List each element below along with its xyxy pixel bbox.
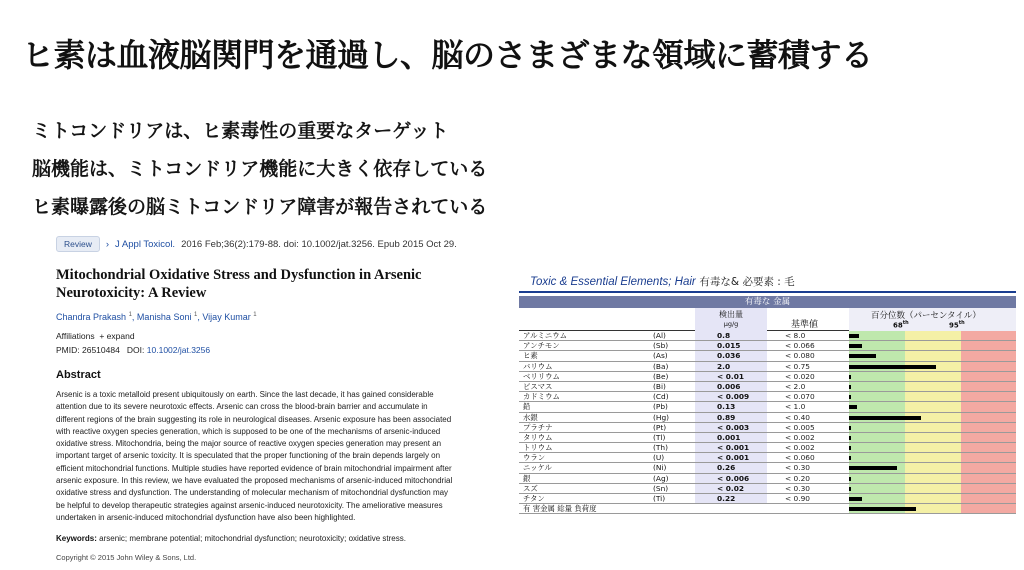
bullet-item: ヒ素曝露後の脳ミトコンドリア障害が報告されている <box>32 196 488 218</box>
element-name: チタン <box>523 494 545 503</box>
element-result: < 0.006 <box>695 474 767 483</box>
percentile-zone <box>961 331 1016 340</box>
percentile-zone <box>849 433 905 442</box>
percentile-zone <box>905 494 961 503</box>
percentile-zone <box>849 474 905 483</box>
percentile-zone <box>905 443 961 452</box>
author-link[interactable]: Vijay Kumar <box>202 312 251 322</box>
element-name: ニッケル <box>523 463 552 473</box>
table-row <box>519 463 1016 473</box>
percentile-cell <box>849 362 1016 371</box>
element-reference: < 0.75 <box>785 361 810 371</box>
element-symbol: (Sn) <box>653 483 669 493</box>
percentile-zone <box>849 402 905 411</box>
abstract-text: Arsenic is a toxic metalloid present ubiquitously on earth. Since the last decade, it has gained considerable attention due to its severe neurotoxic effects. Arsenic can cross the blood-brain barrier and accumulate in different regions of the brain suggesting its role in neurological diseases. Arsenic exposure has been associated with reactive oxygen species generation, which is supposed to be one of the mechanisms of arsenic-induced oxidative stress. Mitochondria, being the major source of reactive oxygen species generation may present an important target of arsenic toxicity. It is speculated that the proper functioning of the brain depends largely on efficient mitochondrial functions. Multiple studies have reported evidence of brain mitochondrial impairment after arsenic exposure. In this review, we have evaluated the proposed mechanisms of arsenic-induced mitochondrial oxidative stress and dysfunction. The understanding of molecular mechanism of mitochondrial dysfunction may be helpful to develop therapeutic strategies against arsenic-induced neurotoxicity. The ameliorative measures undertaken in arsenic-induced mitochondrial dysfunction have also been highlighted. <box>56 390 453 522</box>
percentile-zone <box>961 402 1016 411</box>
abstract-heading: Abstract <box>56 369 101 381</box>
citation-line <box>56 236 456 252</box>
percentile-zone <box>905 453 961 462</box>
paper-title: Mitochondrial Oxidative Stress and Dysfunction in Arsenic Neurotoxicity: A Review <box>56 267 422 301</box>
percentile-zone <box>905 392 961 401</box>
element-reference: < 2.0 <box>785 381 806 391</box>
element-name: アルミニウム <box>523 331 567 340</box>
percentile-cell <box>849 413 1016 422</box>
percentile-zone <box>961 392 1016 401</box>
element-name: ベリリウム <box>523 371 560 381</box>
pmid-row: PMID: 26510484 DOI: 10.1002/jat.3256 <box>56 345 211 355</box>
percentile-cell <box>849 402 1016 411</box>
chevron-right-icon: › <box>105 238 110 250</box>
percentile-cell <box>849 443 1016 452</box>
author-list: Chandra Prakash $^1$, Manisha Soni $^1$, Vijay Kumar $^1$ <box>56 312 257 322</box>
bullet-list <box>32 118 487 232</box>
element-reference: < 0.30 <box>785 463 810 473</box>
percentile-bar <box>849 395 851 399</box>
percentile-zone <box>905 341 961 350</box>
keywords-row: Keywords: arsenic; membrane potential; mitochondrial dysfunction; neurotoxicity; oxidative stress. <box>56 534 406 544</box>
author-link[interactable]: Manisha Soni <box>136 312 192 322</box>
element-reference: < 0.90 <box>785 494 810 503</box>
percentile-bar <box>849 416 921 420</box>
percentile-zone <box>849 453 905 462</box>
slide-title: ヒ素は血液脳関門を通過し、脳のさまざまな領域に蓄積する <box>22 36 873 74</box>
percentile-zone <box>849 484 905 493</box>
element-name: トリウム <box>523 443 553 453</box>
element-reference: < 0.080 <box>785 351 815 361</box>
author-link[interactable]: Chandra Prakash <box>56 312 127 322</box>
review-badge[interactable]: Review <box>56 236 100 252</box>
element-result: 0.26 <box>695 463 767 472</box>
element-result: 0.036 <box>695 351 767 360</box>
element-reference: < 0.060 <box>785 453 815 463</box>
element-symbol: (As) <box>653 351 668 361</box>
element-symbol: (Ni) <box>653 463 667 473</box>
element-name: スズ <box>523 483 538 493</box>
percentile-cell <box>849 331 1016 340</box>
element-reference: < 0.005 <box>785 422 815 432</box>
percentile-cell <box>849 382 1016 391</box>
element-name: ウラン <box>523 453 546 463</box>
percentile-bar <box>849 375 851 379</box>
element-name: バリウム <box>523 361 553 371</box>
element-result: 0.22 <box>695 494 767 503</box>
percentile-bar <box>849 497 862 501</box>
element-reference: < 0.40 <box>785 412 810 422</box>
element-name: 水銀 <box>523 412 538 422</box>
percentile-zone <box>961 423 1016 432</box>
element-symbol: (Hg) <box>653 412 670 422</box>
percentile-zone <box>905 423 961 432</box>
percentile-zone <box>905 433 961 442</box>
element-symbol: (Pb) <box>653 402 668 412</box>
element-name: プラチナ <box>523 422 553 432</box>
element-result: < 0.02 <box>695 484 767 493</box>
copyright: Copyright © 2015 John Wiley & Sons, Ltd. <box>56 553 197 563</box>
element-reference: < 1.0 <box>785 402 806 412</box>
hair-title-rule <box>519 291 1016 293</box>
element-name: カドミウム <box>523 392 560 402</box>
table-row <box>519 453 1016 463</box>
percentile-cell <box>849 341 1016 350</box>
percentile-zone <box>961 453 1016 462</box>
percentile-bar <box>849 405 857 409</box>
percentile-zone <box>961 372 1016 381</box>
percentile-bar <box>849 436 851 440</box>
element-reference: < 8.0 <box>785 331 806 340</box>
element-result: 2.0 <box>695 362 767 371</box>
percentile-bar <box>849 344 862 348</box>
element-symbol: (Sb) <box>653 341 669 351</box>
table-header <box>519 308 1016 331</box>
percentile-zone <box>905 463 961 472</box>
table-row <box>519 433 1016 443</box>
element-symbol: (U) <box>653 453 665 463</box>
element-reference: < 0.30 <box>785 483 810 493</box>
percentile-zone <box>849 392 905 401</box>
percentile-zone <box>905 484 961 493</box>
percentile-zone <box>849 423 905 432</box>
percentile-zone <box>961 382 1016 391</box>
expand-button[interactable]: + expand <box>99 331 135 341</box>
element-symbol: (Bi) <box>653 381 666 391</box>
pct95-label: 95th <box>949 320 965 330</box>
element-result: 0.001 <box>695 433 767 442</box>
hair-rows <box>519 331 1016 504</box>
element-symbol: (Ti) <box>653 494 666 503</box>
table-row <box>519 392 1016 402</box>
percentile-cell <box>849 372 1016 381</box>
keywords-text: arsenic; membrane potential; mitochondrial dysfunction; neurotoxicity; oxidative stress. <box>99 534 406 544</box>
percentile-zone <box>849 372 905 381</box>
percentile-bar <box>849 507 916 511</box>
percentile-cell <box>849 433 1016 442</box>
element-symbol: (Ag) <box>653 473 669 483</box>
percentile-bar <box>849 477 851 481</box>
table-row <box>519 423 1016 433</box>
percentile-bar <box>849 385 851 389</box>
percentile-zone <box>905 372 961 381</box>
doi-link[interactable]: 10.1002/jat.3256 <box>146 345 211 355</box>
table-row <box>519 402 1016 412</box>
percentile-bar <box>849 365 936 369</box>
element-reference: < 0.20 <box>785 473 810 483</box>
percentile-header: 百分位数（パーセンタイル） <box>871 311 981 321</box>
element-result: 0.89 <box>695 413 767 422</box>
element-reference: < 0.020 <box>785 371 815 381</box>
element-result: 0.13 <box>695 402 767 411</box>
element-name: アンチモン <box>523 341 560 351</box>
percentile-zone <box>905 331 961 340</box>
table-row <box>519 372 1016 382</box>
element-name: タリウム <box>523 432 553 442</box>
percentile-zone <box>961 341 1016 350</box>
percentile-bar <box>849 466 897 470</box>
element-reference: < 0.002 <box>785 432 815 442</box>
percentile-zone <box>905 382 961 391</box>
table-row <box>519 351 1016 361</box>
table-row <box>519 474 1016 484</box>
total-burden-label: 有 害金属 総量 負荷度 <box>523 504 597 514</box>
reference-header: 基準値 <box>791 320 819 330</box>
pmid-value: 26510484 <box>82 345 120 355</box>
percentile-zone <box>849 382 905 391</box>
percentile-bar <box>849 487 851 491</box>
element-result: 0.006 <box>695 382 767 391</box>
pct68-label: 68th <box>893 320 909 330</box>
section-header: 有毒な 金属 <box>519 296 1016 308</box>
total-burden-row <box>519 504 1016 514</box>
percentile-cell <box>849 392 1016 401</box>
element-symbol: (Al) <box>653 331 666 340</box>
percentile-zone <box>849 443 905 452</box>
percentile-zone <box>961 504 1016 513</box>
element-symbol: (Tl) <box>653 432 666 442</box>
percentile-cell <box>849 351 1016 360</box>
element-reference: < 0.070 <box>785 392 815 402</box>
percentile-zone <box>961 494 1016 503</box>
percentile-zone <box>961 413 1016 422</box>
element-symbol: (Th) <box>653 443 668 453</box>
percentile-zone <box>961 351 1016 360</box>
affiliations-row <box>56 331 456 341</box>
element-result: < 0.01 <box>695 372 767 381</box>
table-row <box>519 331 1016 341</box>
paper-abstract-panel <box>56 236 456 562</box>
element-result: < 0.003 <box>695 423 767 432</box>
element-name: 鉛 <box>523 402 531 412</box>
percentile-zone <box>961 463 1016 472</box>
percentile-cell <box>849 453 1016 462</box>
percentile-zone <box>961 443 1016 452</box>
table-row <box>519 382 1016 392</box>
percentile-cell <box>849 474 1016 483</box>
bullet-item: 脳機能は、ミトコンドリア機能に大きく依存している <box>32 158 488 180</box>
percentile-bar <box>849 334 859 338</box>
percentile-zone <box>905 402 961 411</box>
percentile-zone <box>905 351 961 360</box>
percentile-zone <box>961 484 1016 493</box>
table-row <box>519 443 1016 453</box>
element-symbol: (Cd) <box>653 392 669 402</box>
table-row <box>519 362 1016 372</box>
element-symbol: (Be) <box>653 371 669 381</box>
result-header: 検出量 <box>719 310 743 319</box>
percentile-bar <box>849 446 851 450</box>
element-symbol: (Pt) <box>653 422 667 432</box>
percentile-cell <box>849 484 1016 493</box>
result-unit: µg/g <box>723 320 739 328</box>
hair-chart-title: Toxic & Essential Elements; Hair 有毒な& 必要素 : 毛 <box>530 276 795 288</box>
table-row <box>519 341 1016 351</box>
percentile-cell <box>849 494 1016 503</box>
element-result: < 0.001 <box>695 453 767 462</box>
total-burden-barcell <box>849 504 1016 513</box>
table-row <box>519 484 1016 494</box>
percentile-cell <box>849 463 1016 472</box>
table-row <box>519 494 1016 504</box>
element-name: ヒ素 <box>523 351 538 361</box>
percentile-zone <box>961 362 1016 371</box>
percentile-bar <box>849 426 851 430</box>
affiliations-label: Affiliations <box>56 331 95 341</box>
element-symbol: (Ba) <box>653 361 669 371</box>
element-result: < 0.001 <box>695 443 767 452</box>
element-reference: < 0.066 <box>785 341 815 351</box>
hair-test-table <box>519 296 1016 514</box>
percentile-bar <box>849 456 851 460</box>
element-result: 0.8 <box>695 331 767 340</box>
percentile-cell <box>849 423 1016 432</box>
citation-text: 2016 Feb;36(2):179-88. doi: 10.1002/jat.3256. Epub 2015 Oct 29. <box>181 238 457 250</box>
journal-link[interactable]: J Appl Toxicol. <box>115 238 176 250</box>
element-name: ビスマス <box>523 381 553 391</box>
table-row <box>519 413 1016 423</box>
percentile-zone <box>961 474 1016 483</box>
element-result: 0.015 <box>695 341 767 350</box>
percentile-zone <box>905 474 961 483</box>
element-result: < 0.009 <box>695 392 767 401</box>
element-reference: < 0.002 <box>785 443 815 453</box>
element-name: 銀 <box>523 473 531 483</box>
bullet-item: ミトコンドリアは、ヒ素毒性の重要なターゲット <box>32 120 449 142</box>
percentile-bar <box>849 354 876 358</box>
percentile-zone <box>961 433 1016 442</box>
